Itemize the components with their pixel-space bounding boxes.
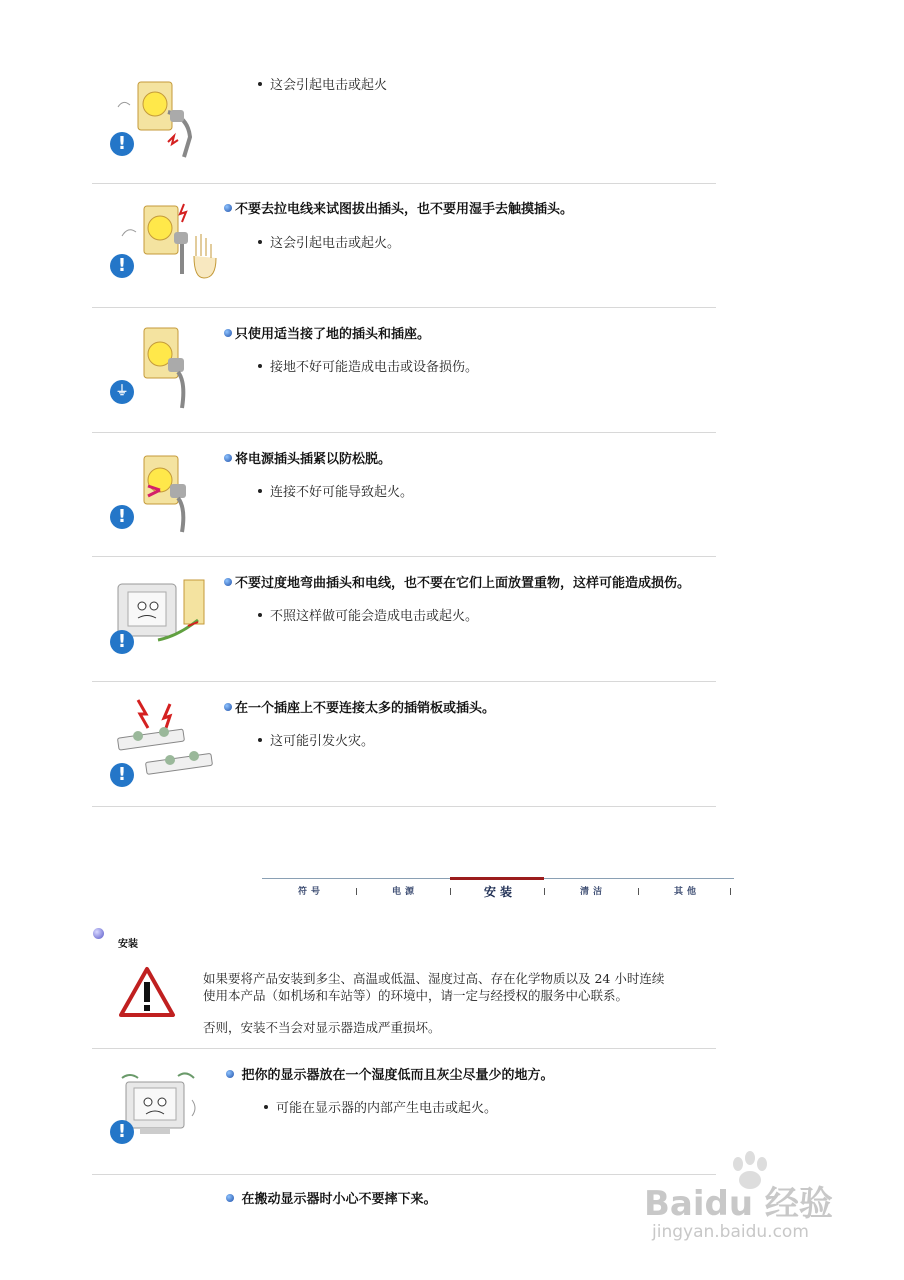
warning-icon: ! — [110, 505, 134, 529]
block-item: 可能在显示器的内部产生电击或起火。 — [264, 1097, 497, 1116]
blue-bullet-icon — [224, 703, 232, 711]
section-bullet-icon — [93, 928, 104, 939]
blue-bullet-icon — [224, 578, 232, 586]
install-intro-line: 使用本产品（如机场和车站等）的环境中，请一定与经授权的服务中心联系。 — [203, 988, 629, 1003]
block-heading: 在一个插座上不要连接太多的插销板或插头。 — [224, 697, 495, 716]
tab-symbols[interactable]: 符号 — [298, 887, 325, 897]
divider — [92, 556, 716, 557]
block-heading: 把你的显示器放在一个湿度低而且灰尘尽量少的地方。 — [226, 1064, 554, 1083]
divider — [92, 1174, 716, 1175]
divider — [92, 432, 716, 433]
install-intro-line: 否则，安装不当会对显示器造成严重损坏。 — [203, 1020, 441, 1035]
divider — [92, 1048, 716, 1049]
tab-cleaning[interactable]: 清洁 — [580, 887, 607, 897]
divider — [92, 806, 716, 807]
tab-divider — [638, 888, 639, 895]
tab-divider — [544, 888, 545, 895]
block-item: 这会引起电击或起火。 — [258, 232, 400, 251]
blue-bullet-icon — [224, 329, 232, 337]
warning-icon: ! — [110, 630, 134, 654]
caution-triangle-icon — [118, 966, 176, 1018]
blue-bullet-icon — [226, 1070, 234, 1078]
tab-power[interactable]: 电源 — [392, 887, 419, 897]
watermark-url: jingyan.baidu.com — [652, 1222, 809, 1242]
block-item: 这会引起电击或起火 — [258, 74, 387, 93]
active-tab-indicator — [450, 877, 544, 880]
tab-divider — [730, 888, 731, 895]
install-intro-line: 如果要将产品安装到多尘、高温或低温、湿度过高、存在化学物质以及 24 小时连续 — [203, 971, 665, 986]
watermark-brand: Baidu 经验 — [644, 1184, 833, 1224]
warning-icon: ! — [110, 132, 134, 156]
blue-bullet-icon — [224, 454, 232, 462]
block-heading: 不要去拉电线来试图拔出插头，也不要用湿手去触摸插头。 — [224, 198, 573, 217]
ground-icon: ⏚ — [110, 380, 134, 404]
tab-divider — [356, 888, 357, 895]
tab-other[interactable]: 其他 — [674, 887, 701, 897]
tab-install[interactable]: 安装 — [484, 885, 517, 899]
block-heading: 不要过度地弯曲插头和电线，也不要在它们上面放置重物，这样可能造成损伤。 — [224, 572, 690, 591]
divider — [92, 183, 716, 184]
section-tabs — [262, 878, 734, 901]
divider — [92, 307, 716, 308]
block-item: 不照这样做可能会造成电击或起火。 — [258, 605, 478, 624]
block-heading: 将电源插头插紧以防松脱。 — [224, 448, 391, 467]
block-heading: 在搬动显示器时小心不要摔下来。 — [226, 1188, 437, 1207]
divider — [92, 681, 716, 682]
blue-bullet-icon — [224, 204, 232, 212]
warning-icon: ! — [110, 254, 134, 278]
block-heading: 只使用适当接了地的插头和插座。 — [224, 323, 430, 342]
warning-icon: ! — [110, 1120, 134, 1144]
block-item: 接地不好可能造成电击或设备损伤。 — [258, 356, 478, 375]
tab-divider — [450, 888, 451, 895]
watermark — [640, 1150, 860, 1250]
blue-bullet-icon — [226, 1194, 234, 1202]
warning-icon: ! — [110, 763, 134, 787]
block-item: 连接不好可能导致起火。 — [258, 481, 413, 500]
block-item: 这可能引发火灾。 — [258, 730, 374, 749]
section-title: 安装 — [118, 939, 138, 950]
